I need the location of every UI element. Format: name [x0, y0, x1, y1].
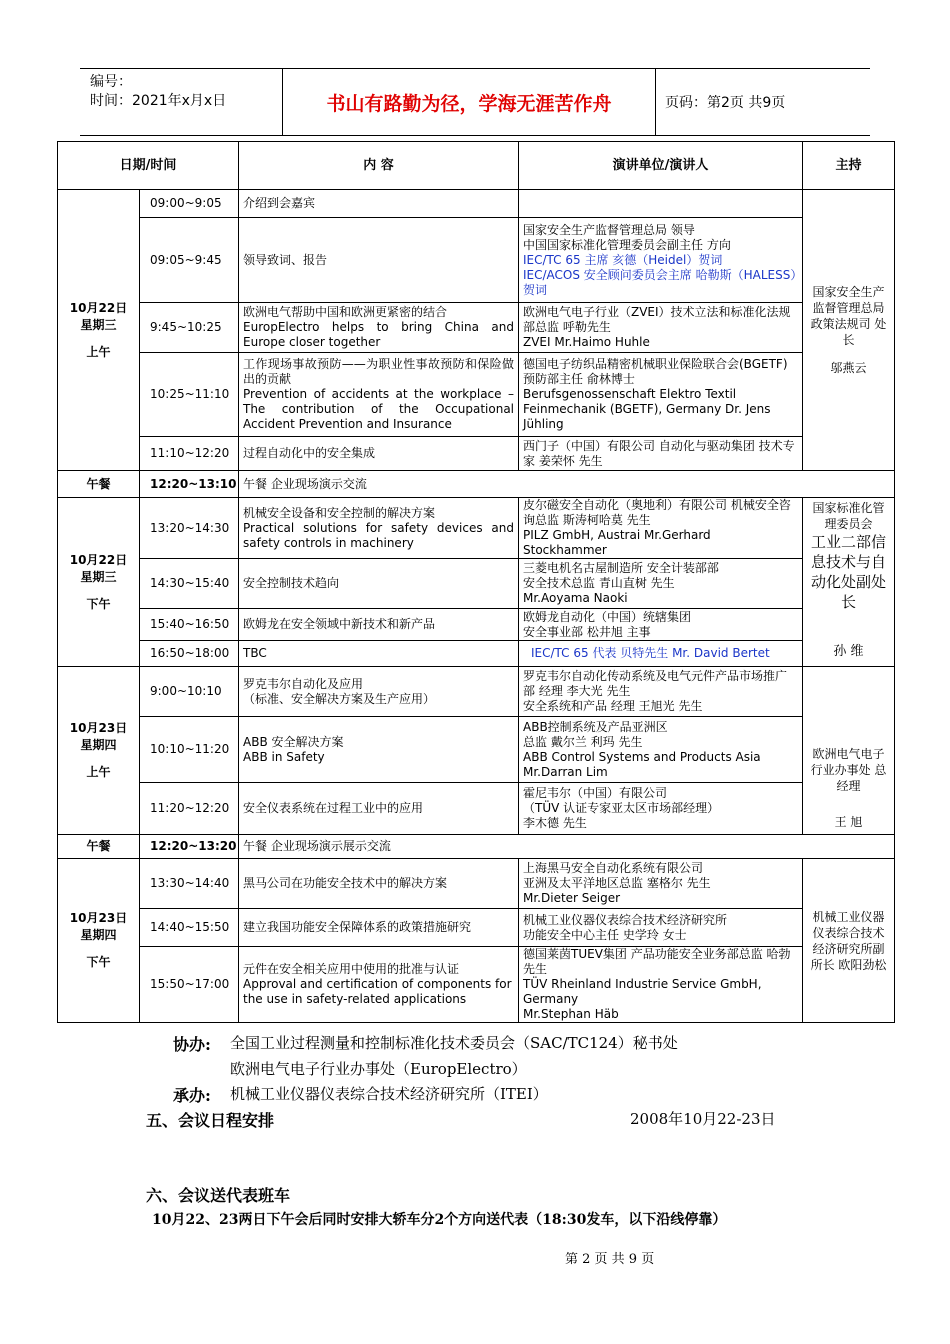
- speaker-text: 罗克韦尔自动化传动系统及电气元件产品市场推广部 经理 李大光 先生: [523, 669, 788, 698]
- host-name: 邬燕云: [830, 361, 867, 375]
- table-row-lunch: [58, 835, 895, 859]
- content-text: 介绍到会嘉宾: [243, 196, 316, 210]
- table-row: [58, 783, 895, 835]
- speaker-text-en: TÜV Rheinland Industrie Service GmbH, Germany: [523, 977, 762, 1006]
- table-row: [58, 667, 895, 717]
- content-text: 欧姆龙在安全领域中新技术和新产品: [243, 617, 436, 631]
- speaker-text: 皮尔磁安全自动化（奥地利）有限公司 机械安全咨询总监 斯涛柯哈莫 先生: [523, 498, 791, 527]
- host-title: 国家标准化管理委员会: [812, 501, 885, 531]
- content-cell: [239, 303, 519, 353]
- table-row: [58, 190, 895, 218]
- time-cell: 11:20~12:20: [140, 783, 239, 835]
- host-cell-day2-pm: [803, 859, 895, 1023]
- table-row: [58, 609, 895, 641]
- table-row: [58, 909, 895, 947]
- content-cell: [239, 353, 519, 437]
- content-cell: [239, 859, 519, 909]
- time-cell: 14:40~15:50: [140, 909, 239, 947]
- weekday-text: 星期三: [80, 317, 117, 332]
- time-cell: 16:50~18:00: [140, 641, 239, 667]
- host-cell-day1-am: [803, 190, 895, 471]
- speaker-cell: [519, 303, 803, 353]
- period-text: 上午: [86, 344, 111, 359]
- speaker-cell: [519, 909, 803, 947]
- speaker-text-en: Mr.Stephan Häb: [523, 1007, 619, 1021]
- host-cell-day1-pm: [803, 498, 895, 667]
- content-text: 欧洲电气帮助中国和欧洲更紧密的结合: [243, 305, 448, 319]
- speaker-text: 安全技术总监 青山直树 先生: [523, 576, 675, 590]
- date-cell-day1-am: [58, 190, 140, 471]
- speaker-cell: [519, 498, 803, 559]
- section-5-date: 2008年10月22-23日: [630, 1110, 776, 1128]
- speaker-text-blue: IEC/TC 65 主席 亥德（Heidel）贺词: [523, 252, 723, 267]
- organizer-label: 承办:: [173, 1086, 211, 1105]
- speaker-cell: [519, 641, 803, 667]
- speaker-text: 国家安全生产监督管理总局 领导: [523, 222, 695, 237]
- time-cell: 15:50~17:00: [140, 947, 239, 1023]
- speaker-text: ABB控制系统及产品亚洲区: [523, 719, 668, 734]
- content-text: （标准、安全解决方案及生产应用）: [243, 691, 436, 706]
- content-cell: [239, 498, 519, 559]
- content-cell: [239, 667, 519, 717]
- header-host: 主持: [803, 142, 895, 190]
- speaker-text-blue: IEC/ACOS 安全顾问委员会主席 哈勒斯（HALESS）贺词: [523, 267, 797, 297]
- speaker-cell: [519, 190, 803, 218]
- speaker-cell: [519, 859, 803, 909]
- speaker-text: 三菱电机名古屋制造所 安全计装部部: [523, 561, 719, 575]
- table-row-lunch: [58, 471, 895, 498]
- section-6-text: 10月22、23两日下午会后同时安排大轿车分2个方向送代表（18:30发车，以下沿线停靠）: [152, 1212, 727, 1228]
- host-title: 机械工业仪器仪表综合技术经济研究所副所长 欧阳劲松: [810, 909, 887, 972]
- page-number: 第 2 页 共 9 页: [565, 1252, 655, 1267]
- meal-label: 午餐: [58, 471, 140, 498]
- time-cell: 9:45~10:25: [140, 303, 239, 353]
- speaker-cell: [519, 353, 803, 437]
- table-row: [58, 218, 895, 303]
- content-text: ABB 安全解决方案: [243, 734, 344, 749]
- content-cell: [239, 909, 519, 947]
- content-text: 元件在安全相关应用中使用的批准与认证: [243, 962, 460, 976]
- speaker-cell: [519, 218, 803, 303]
- time-cell: 12:20~13:20: [140, 835, 239, 859]
- content-text-en: Prevention of accidents at the workplace – The contribution of the Occupational Accident Prevention and Insurance: [243, 387, 514, 431]
- table-header-row: [58, 142, 895, 190]
- date-cell-day2-pm: [58, 859, 140, 1023]
- table-row: [58, 303, 895, 353]
- speaker-text-en: ZVEI Mr.Haimo Huhle: [523, 335, 650, 349]
- content-cell: [239, 190, 519, 218]
- speaker-cell: [519, 783, 803, 835]
- weekday-text: 星期四: [80, 928, 117, 942]
- meal-content: 午餐 企业现场演示展示交流: [239, 835, 895, 859]
- header-content: 内 容: [239, 142, 519, 190]
- section-6-title: 六、会议送代表班车: [146, 1186, 291, 1205]
- speaker-text-en: Mr.Dieter Seiger: [523, 891, 621, 905]
- header-page: 页码：第2页 共9页: [665, 95, 786, 111]
- host-title-large: 工业二部信息技术与自动化处副处长: [810, 533, 886, 611]
- date-cell-day1-pm: [58, 498, 140, 667]
- weekday-text: 星期四: [80, 738, 117, 752]
- content-text: 领导致词、报告: [243, 252, 328, 267]
- table-row: [58, 353, 895, 437]
- table-row: [58, 717, 895, 783]
- host-title: 国家安全生产监督管理总局政策法规司 处长: [810, 285, 887, 347]
- speaker-text: 上海黑马安全自动化系统有限公司: [523, 861, 704, 875]
- content-text: 过程自动化中的安全集成: [243, 446, 376, 460]
- header-speaker: 演讲单位/演讲人: [519, 142, 803, 190]
- content-text: TBC: [243, 646, 267, 660]
- content-text-en: Approval and certification of components for the use in safety-related applications: [243, 977, 512, 1006]
- section-5-title: 五、会议日程安排: [146, 1111, 275, 1130]
- content-text-en: Practical solutions for safety devices and safety controls in machinery: [243, 520, 514, 550]
- speaker-text: 中国国家标准化管理委员会副主任 方向: [523, 237, 731, 252]
- time-cell: 09:00~9:05: [140, 190, 239, 218]
- weekday-text: 星期三: [80, 569, 117, 584]
- host-cell-day2-am: [803, 667, 895, 835]
- content-text: 机械安全设备和安全控制的解决方案: [243, 505, 436, 520]
- content-text: 工作现场事故预防——为职业性事故预防和保险做出的贡献: [243, 357, 514, 386]
- speaker-text: （TÜV 认证专家亚太区市场部经理）: [523, 801, 720, 815]
- speaker-text-en: Mr.Darran Lim: [523, 764, 608, 779]
- table-row: [58, 947, 895, 1023]
- time-cell: 15:40~16:50: [140, 609, 239, 641]
- meal-label: 午餐: [58, 835, 140, 859]
- time-cell: 13:30~14:40: [140, 859, 239, 909]
- speaker-text: 机械工业仪器仪表综合技术经济研究所: [523, 912, 728, 927]
- speaker-text-blue: IEC/TC 65 代表 贝特先生 Mr. David Bertet: [531, 646, 770, 660]
- content-text: 建立我国功能安全保障体系的政策措施研究: [243, 920, 472, 934]
- date-text: 10月22日: [69, 552, 128, 567]
- speaker-text-en: PILZ GmbH, Austrai Mr.Gerhard Stockhammer: [523, 528, 711, 557]
- speaker-text-en: ABB Control Systems and Products Asia: [523, 749, 761, 764]
- code-label: 编号：: [90, 74, 132, 90]
- time-cell: 13:20~14:30: [140, 498, 239, 559]
- speaker-text: 总监 戴尔兰 利玛 先生: [523, 734, 643, 749]
- organizer-1: 机械工业仪器仪表综合技术经济研究所（ITEI）: [230, 1085, 548, 1103]
- speaker-text: 欧姆龙自动化（中国）统辖集团: [523, 609, 692, 624]
- speaker-text: 亚洲及太平洋地区总监 塞格尔 先生: [523, 876, 711, 890]
- content-cell: [239, 947, 519, 1023]
- content-cell: [239, 437, 519, 471]
- date-text: 10月23日: [69, 721, 128, 735]
- table-row: [58, 498, 895, 559]
- speaker-cell: [519, 717, 803, 783]
- time-cell: 09:05~9:45: [140, 218, 239, 303]
- speaker-cell: [519, 609, 803, 641]
- speaker-text-en: Mr.Aoyama Naoki: [523, 591, 628, 605]
- speaker-text: 安全事业部 松井旭 主事: [523, 624, 651, 639]
- speaker-text: 霍尼韦尔（中国）有限公司: [523, 786, 668, 800]
- speaker-cell: [519, 437, 803, 471]
- table-row: [58, 859, 895, 909]
- table-row: [58, 437, 895, 471]
- host-name: 孙 维: [833, 644, 864, 659]
- co-organizer-1: 全国工业过程测量和控制标准化技术委员会（SAC/TC124）秘书处: [230, 1034, 678, 1052]
- speaker-text: 德国电子纺织品精密机械职业保险联合会(BGETF) 预防部主任 俞林博士: [523, 357, 788, 386]
- time-cell: 10:10~11:20: [140, 717, 239, 783]
- time-cell: 10:25~11:10: [140, 353, 239, 437]
- content-cell: [239, 783, 519, 835]
- time-cell: 9:00~10:10: [140, 667, 239, 717]
- header-datetime: 日期/时间: [58, 142, 239, 190]
- content-text-en: ABB in Safety: [243, 749, 325, 764]
- table-row: [58, 559, 895, 609]
- period-text: 下午: [86, 596, 111, 611]
- speaker-text-en: Berufsgenossenschaft Elektro Textil Feinmechanik (BGETF), Germany Dr. Jens Jühling: [523, 387, 771, 431]
- content-cell: [239, 609, 519, 641]
- speaker-text: 李木德 先生: [523, 816, 587, 830]
- time-label: 时间：2021年x月x日: [90, 93, 227, 109]
- date-text: 10月23日: [69, 911, 128, 925]
- co-organizer-label: 协办:: [173, 1035, 211, 1054]
- speaker-text: 德国莱茵TUEV集团 产品功能安全业务部总监 哈勃 先生: [523, 947, 791, 976]
- content-text: 黑马公司在功能安全技术中的解决方案: [243, 876, 448, 890]
- speaker-text: 功能安全中心主任 史学玲 女士: [523, 927, 687, 942]
- host-name: 王 旭: [834, 815, 863, 829]
- period-text: 下午: [86, 955, 111, 969]
- date-cell-day2-am: [58, 667, 140, 835]
- content-text: 安全仪表系统在过程工业中的应用: [243, 801, 424, 815]
- content-cell: [239, 717, 519, 783]
- content-cell: [239, 559, 519, 609]
- meal-content: 午餐 企业现场演示交流: [239, 471, 895, 498]
- schedule-table: [57, 141, 895, 1023]
- header-meta: [80, 69, 283, 135]
- table-row: [58, 641, 895, 667]
- speaker-text: 西门子（中国）有限公司 自动化与驱动集团 技术专家 姜荣怀 先生: [523, 438, 795, 468]
- content-text: 罗克韦尔自动化及应用: [243, 676, 364, 691]
- content-cell: [239, 641, 519, 667]
- page-header: [80, 68, 870, 136]
- speaker-text: 安全系统和产品 经理 王旭光 先生: [523, 699, 703, 713]
- co-organizer-2: 欧洲电气电子行业办事处（EuropElectro）: [230, 1060, 527, 1078]
- speaker-cell: [519, 947, 803, 1023]
- header-motto: 书山有路勤为径，学海无涯苦作舟: [283, 69, 656, 135]
- date-text: 10月22日: [69, 300, 128, 315]
- host-title: 欧洲电气电子行业办事处 总经理: [810, 747, 887, 793]
- time-cell: 14:30~15:40: [140, 559, 239, 609]
- speaker-cell: [519, 667, 803, 717]
- time-cell: 11:10~12:20: [140, 437, 239, 471]
- period-text: 上午: [86, 765, 111, 779]
- content-cell: [239, 218, 519, 303]
- speaker-text: 欧洲电气电子行业（ZVEI）技术立法和标准化法规部总监 呼勒先生: [523, 305, 791, 334]
- content-text: 安全控制技术趋向: [243, 576, 340, 590]
- time-cell: 12:20~13:10: [140, 471, 239, 498]
- content-text-en: EuropElectro helps to bring China and Europe closer together: [243, 320, 514, 349]
- speaker-cell: [519, 559, 803, 609]
